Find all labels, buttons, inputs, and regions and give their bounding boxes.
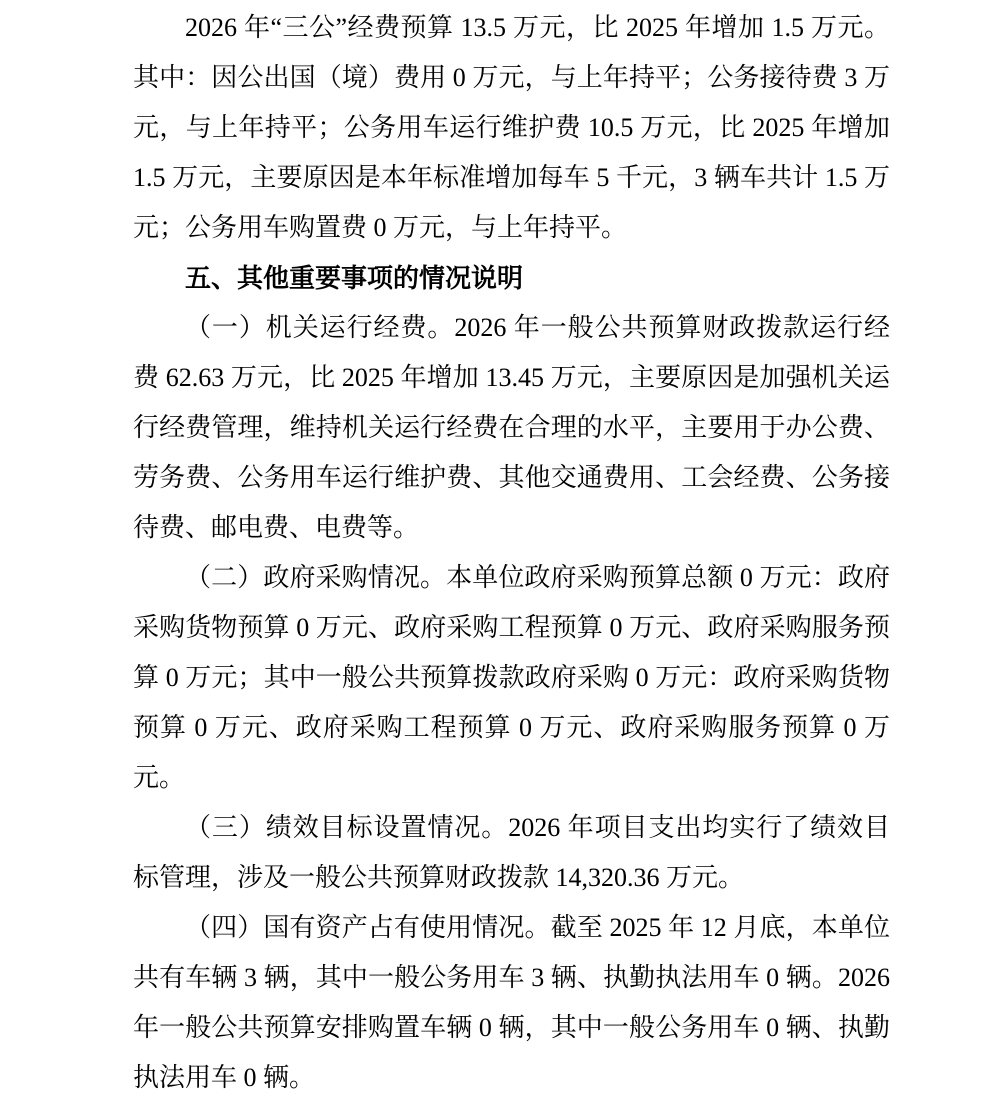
paragraph-government-procurement: （二）政府采购情况。本单位政府采购预算总额 0 万元：政府采购货物预算 0 万元、政府采购工程预算 0 万元、政府采购服务预算 0 万元；其中一般公共预算拨款政府采购 0 万元：政府采购货物预算 0 万元、政府采购工程预算 0 万元、政府采购服务预算 0 万元。 — [133, 563, 890, 792]
paragraph-state-owned-assets: （四）国有资产占有使用情况。截至 2025 年 12 月底，本单位共有车辆 3 辆，其中一般公务用车 3 辆、执勤执法用车 0 辆。2026 年一般公共预算安排购置车辆 0 辆，其中一般公务用车 0 辆、执勤执法用车 0 辆。 — [133, 913, 890, 1092]
paragraph-performance-targets: （三）绩效目标设置情况。2026 年项目支出均实行了绩效目标管理，涉及一般公共预算财政拨款 14,320.36 万元。 — [133, 813, 890, 892]
section-heading-other-important-matters: 五、其他重要事项的情况说明 — [185, 263, 524, 293]
paragraph-three-public-expenses: 2026 年“三公”经费预算 13.5 万元，比 2025 年增加 1.5 万元。其中：因公出国（境）费用 0 万元，与上年持平；公务接待费 3 万元，与上年持平；公务用车运行维护费 10.5 万元，比 2025 年增加 1.5 万元，主要原因是本年标准增加每车 5 千元，3 辆车共计 1.5 万元；公务用车购置费 0 万元，与上年持平。 — [133, 13, 890, 242]
paragraph-agency-operating-costs: （一）机关运行经费。2026 年一般公共预算财政拨款运行经费 62.63 万元，比 2025 年增加 13.45 万元，主要原因是加强机关运行经费管理，维持机关运行经费在合理的水平，主要用于办公费、劳务费、公务用车运行维护费、其他交通费用、工会经费、公务接待费、邮电费、电费等。 — [133, 313, 890, 542]
